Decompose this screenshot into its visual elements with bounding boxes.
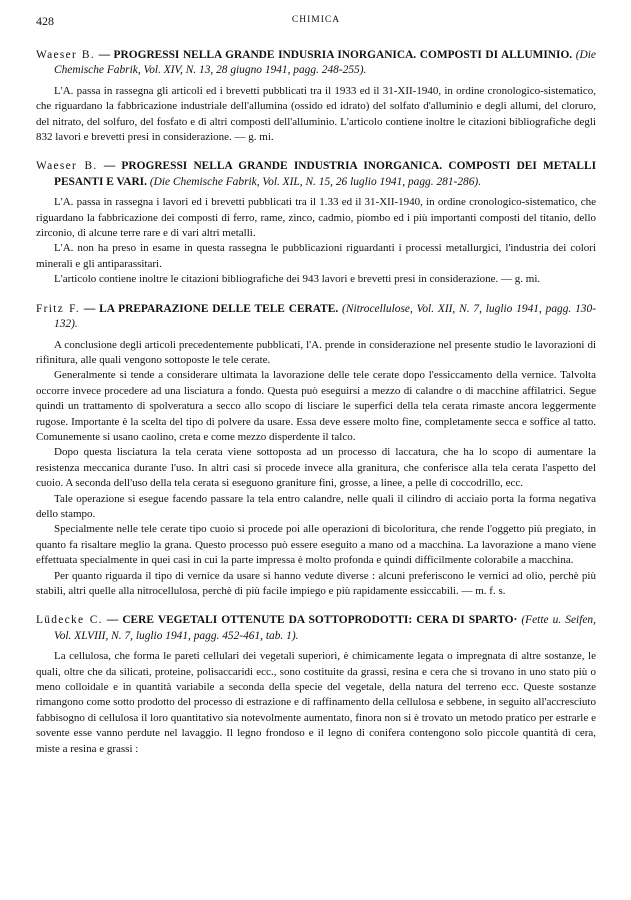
paragraph: L'articolo contiene inoltre le citazioni bibliografiche dei 943 lavori e brevetti presi in considerazione. — g. mi. [54,273,541,286]
paragraph: Specialmente nelle tele cerate tipo cuoio si procede poi alle operazioni di bicoloritura, che rende l'oggetto più pregiato, in quanto fa risaltare meglio la grana. Questo processo può essere eseguito a mano od a macchina. La lavorazione a mano viene effettuata specialmente in quei casi in cui la parte impressa è molto profonda e quindi difficilmente colorabile a macchina. [36,523,596,567]
entry-title: — LA PREPARAZIONE DELLE TELE CERATE. [83,302,339,315]
entry-body [36,195,596,287]
entry-heading [36,613,596,644]
entry-citation: (Nitrocellulose, Vol. XII, N. 7, luglio 1941, pagg. 130-132). [54,302,596,331]
paragraph: Dopo questa lisciatura la tela cerata viene sottoposta ad un processo di laccatura, che ha lo scopo di aumentare la resistenza meccanica durante l'uso. In altri casi si procede invece alla granitura, che conferisce alla tela cerata l'aspetto del cuoio. A seconda dell'uso della tela cerata si eseguono graniture fini, grosse, a linee, a pelle di coccodrillo, ecc. [36,446,596,490]
section-title: CHIMICA [291,15,341,25]
entry-heading [36,302,596,333]
abstract-entry-4 [36,613,596,757]
entry-citation: (Fette u. Seifen, Vol. XLVIII, N. 7, luglio 1941, pagg. 452-461, tab. 1). [54,614,596,642]
paragraph: Per quanto riguarda il tipo di vernice da usare si hanno vedute diverse : alcuni preferiscono le vernici ad olio, perchè più stabili, altri quelle alla nitrocellulosa, perchè di più facile impiego e più rapidamente essiccabili. — m. f. s. [36,569,596,597]
entry-title: — PROGRESSI NELLA GRANDE INDUSTRIA INORGANICA. COMPOSTI DEI METALLI PESANTI E VARI. [54,160,596,188]
page-number: 428 [36,14,54,28]
paragraph: La cellulosa, che forma le pareti cellulari dei vegetali superiori, è chimicamente legata o impregnata di altre sostanze, le quali, oltre che da silicati, proteine, polisaccaridi ecc., sono costituite da grassi, resina e cera che si trovano in uno stato più o meno colloidale e in quantità variabile a seconda della specie del vegetale, della natura del terreno ecc. Queste sostanze rimangono come sotto prodotto del processo di estrazione e di raffinamento della cellulosa e sebbene, in seguito all'accresciuto fabbisogno di cellulosa il loro quantitativo sia notevolmente aumentato, finora non si è trovato un metodo pratico per estrarle e sovente esse vanno perdute nel lavaggio. Il legno frondoso e il legno di conifera contengono solo piccole quantità di cera, miste a resina e grassi : [36,650,596,755]
entry-body [36,649,596,757]
paragraph: L'A. passa in rassegna i lavori ed i brevetti pubblicati tra il 1.33 ed il 31-XII-1940, in ordine cronologico-sistematico, che riguardano la fabbricazione dei composti di ferro, rame, zinco, cadmio, piombo ed i più importanti composti del titanio, dello zirconio, di alcune terre rare e di vari altri metalli. [36,196,596,240]
entry-title: — CERE VEGETALI OTTENUTE DA SOTTOPRODOTTI: CERA DI SPARTO· [106,614,518,627]
paragraph: A conclusione degli articoli precedentemente pubblicati, l'A. prende in considerazione nel presente studio le lavorazioni di rifinitura, alle quali vengono sottoposte le tele cerate. [36,338,596,366]
entry-body [36,84,596,146]
entry-author: Lüdecke C. [36,614,103,627]
entry-body [36,338,596,600]
paragraph: Generalmente si tende a considerare ultimata la lavorazione delle tele cerate dopo l'essiccamento della vernice. Talvolta occorre invece procedere ad una lisciatura a fondo. Questa può eseguirsi a mezzo di calandre o di macchine affilatrici. Segue quindi un trattamento di spolveratura a secco allo scopo di lisciare le superfici della tela cerata rimaste ancora leggermente rugose. Importante è la scelta del tipo di polvere da usare. Essa deve essere molto fine, completamente secca e soffice al tatto. Comunemente si usano caolino, creta e come mezzo disperdente il talco. [36,369,596,443]
paragraph: Tale operazione si esegue facendo passare la tela entro calandre, nelle quali il cilindro di acciaio porta la forma negativa dello stampo. [36,492,596,520]
entry-author: Fritz F. [36,302,81,315]
abstract-entry-3 [36,302,596,600]
entry-citation: (Die Chemische Fabrik, Vol. XIV, N. 13, 28 giugno 1941, pagg. 248-255). [54,49,596,77]
entry-author: Waeser B. [36,160,98,173]
entry-heading [36,48,596,79]
entry-title: — PROGRESSI NELLA GRANDE INDUSRIA INORGANICA. COMPOSTI DI ALLUMINIO. [98,49,573,61]
page [36,14,596,757]
running-head [36,14,596,32]
entry-heading [36,159,596,190]
entry-citation: (Die Chemische Fabrik, Vol. XIL, N. 15, 26 luglio 1941, pagg. 281-286). [149,175,482,188]
paragraph: L'A. passa in rassegna gli articoli ed i brevetti pubblicati tra il 1933 ed il 31-XII-1940, in ordine cronologico-sistematico, che riguardano la fabbricazione industriale dell'allumina (ossido ed idrato) del solfato d'alluminio e degli allumi, del cloruro, del nitrato, del solfuro, del fosfato e di altri composti dell'alluminio. L'articolo contiene inoltre le citazioni bibliografiche degli 832 lavori e brevetti presi in considerazione. — g. mi. [36,84,596,144]
abstract-entry-1 [36,48,596,145]
abstract-entry-2 [36,159,596,287]
paragraph: L'A. non ha preso in esame in questa rassegna le pubblicazioni riguardanti i processi metallurgici, l'industria dei colori minerali e gli antiparassitari. [36,242,596,270]
entry-author: Waeser B. [36,49,95,61]
